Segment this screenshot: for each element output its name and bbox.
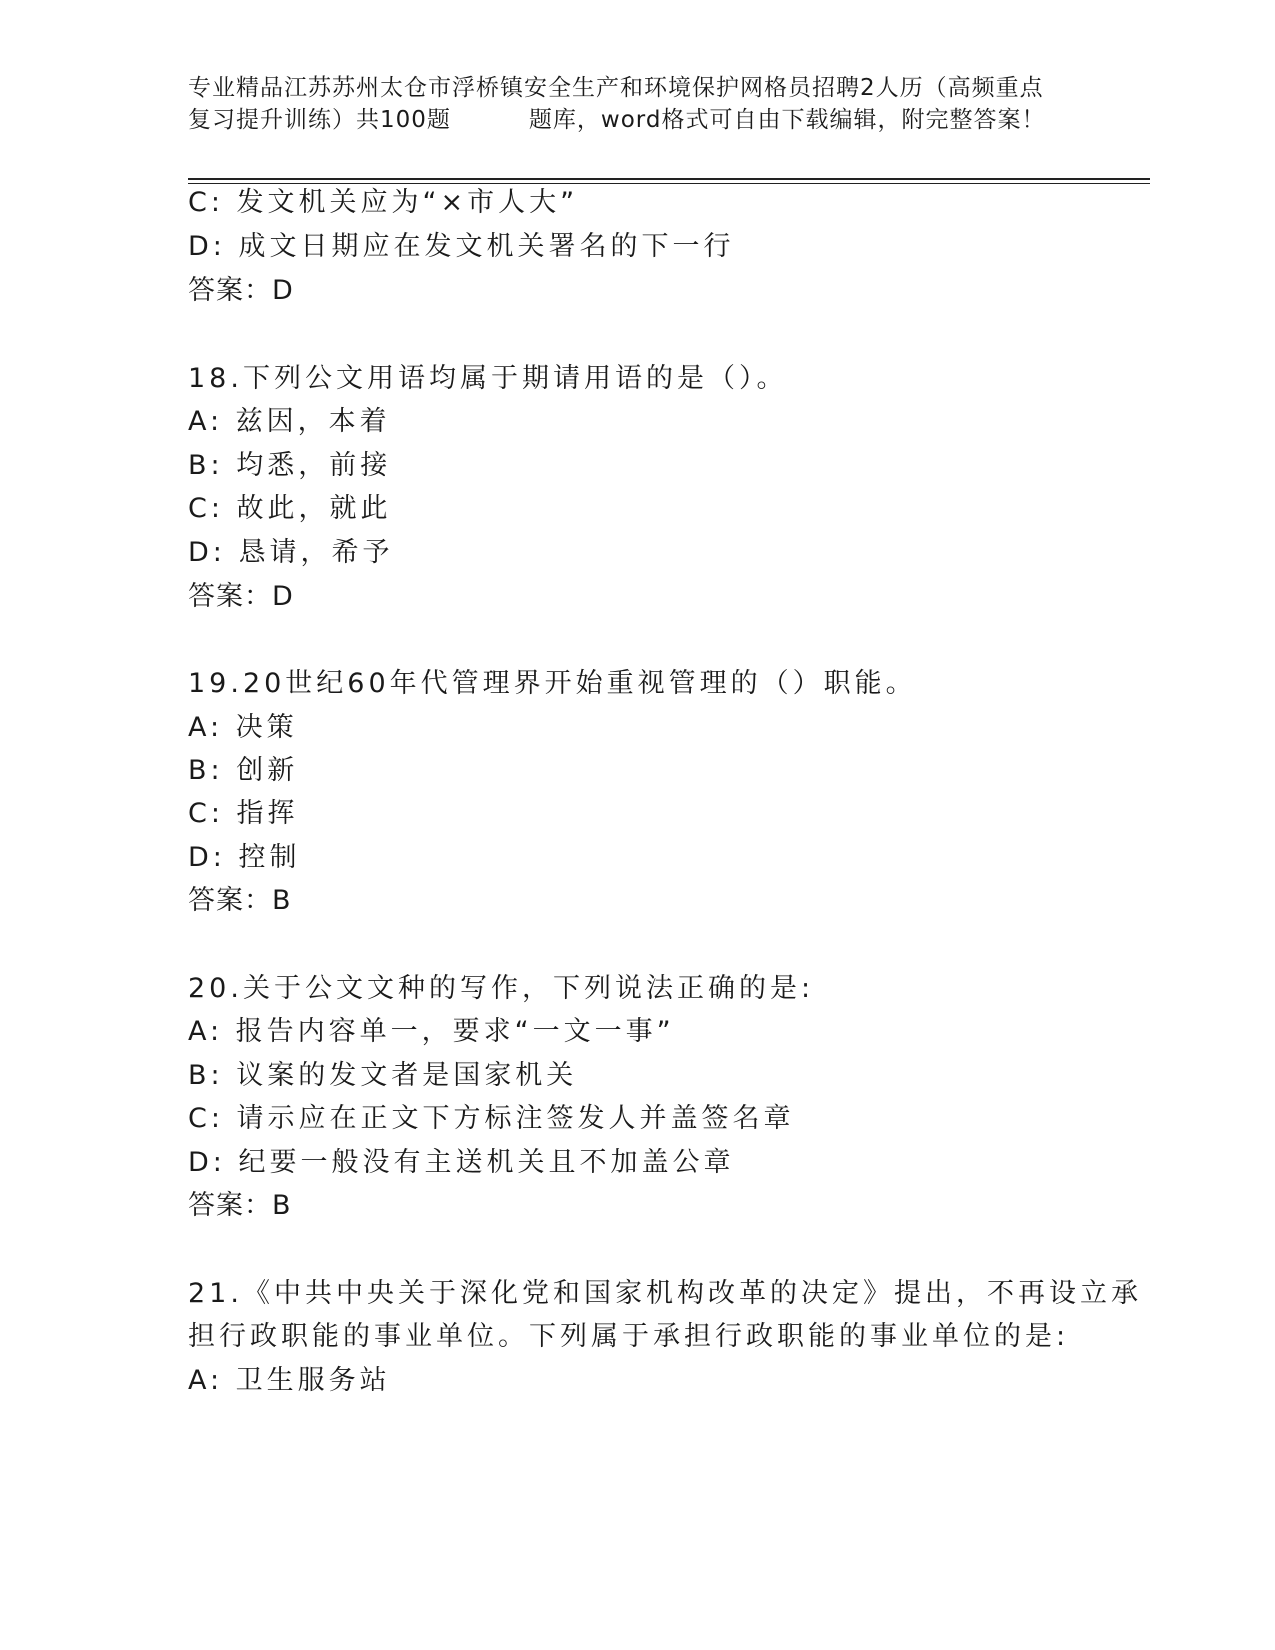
question-18-option-c: C: 故此，就此 <box>188 493 392 524</box>
question-20: 20.关于公文文种的写作，下列说法正确的是: <box>188 973 815 1004</box>
question-19-answer: 答案：B <box>188 885 292 916</box>
question-19-option-c: C: 指挥 <box>188 798 299 829</box>
question-18-option-b: B: 均悉，前接 <box>188 450 392 481</box>
question-18-option-a: A: 兹因，本着 <box>188 406 391 437</box>
header-divider-thin <box>188 183 1150 184</box>
question-20-option-a: A: 报告内容单一，要求“一文一事” <box>188 1016 675 1047</box>
question-19-option-a: A: 决策 <box>188 712 298 743</box>
header-title-line-2a: 复习提升训练）共100题 <box>188 107 451 133</box>
option-c: C: 发文机关应为“×市人大” <box>188 187 579 218</box>
header-title-line-2b: 题库，word格式可自由下载编辑，附完整答案！ <box>528 107 1046 133</box>
header-divider-thick <box>188 178 1150 180</box>
header-title-line-1: 专业精品江苏苏州太仓市浮桥镇安全生产和环境保护网格员招聘2人历（高频重点 <box>188 75 1044 101</box>
question-20-option-c: C: 请示应在正文下方标注签发人并盖签名章 <box>188 1103 795 1134</box>
answer-line: 答案：D <box>188 275 294 306</box>
question-19: 19.20世纪60年代管理界开始重视管理的（）职能。 <box>188 668 917 699</box>
question-21-line-1: 21.《中共中央关于深化党和国家机构改革的决定》提出，不再设立承 <box>188 1278 1142 1309</box>
question-20-answer: 答案：B <box>188 1190 292 1221</box>
question-18-answer: 答案：D <box>188 581 294 612</box>
header-title-line-2 <box>188 104 1088 136</box>
question-19-option-d: D: 控制 <box>188 842 301 873</box>
page-header <box>188 72 1088 136</box>
question-20-option-b: B: 议案的发文者是国家机关 <box>188 1060 578 1091</box>
question-21-line-2: 担行政职能的事业单位。下列属于承担行政职能的事业单位的是: <box>188 1321 1070 1352</box>
question-21-option-a: A: 卫生服务站 <box>188 1365 391 1396</box>
question-18: 18.下列公文用语均属于期请用语的是（）。 <box>188 363 788 394</box>
option-d: D: 成文日期应在发文机关署名的下一行 <box>188 231 735 262</box>
question-18-option-d: D: 恳请，希予 <box>188 537 394 568</box>
question-20-option-d: D: 纪要一般没有主送机关且不加盖公章 <box>188 1147 735 1178</box>
question-19-option-b: B: 创新 <box>188 755 299 786</box>
